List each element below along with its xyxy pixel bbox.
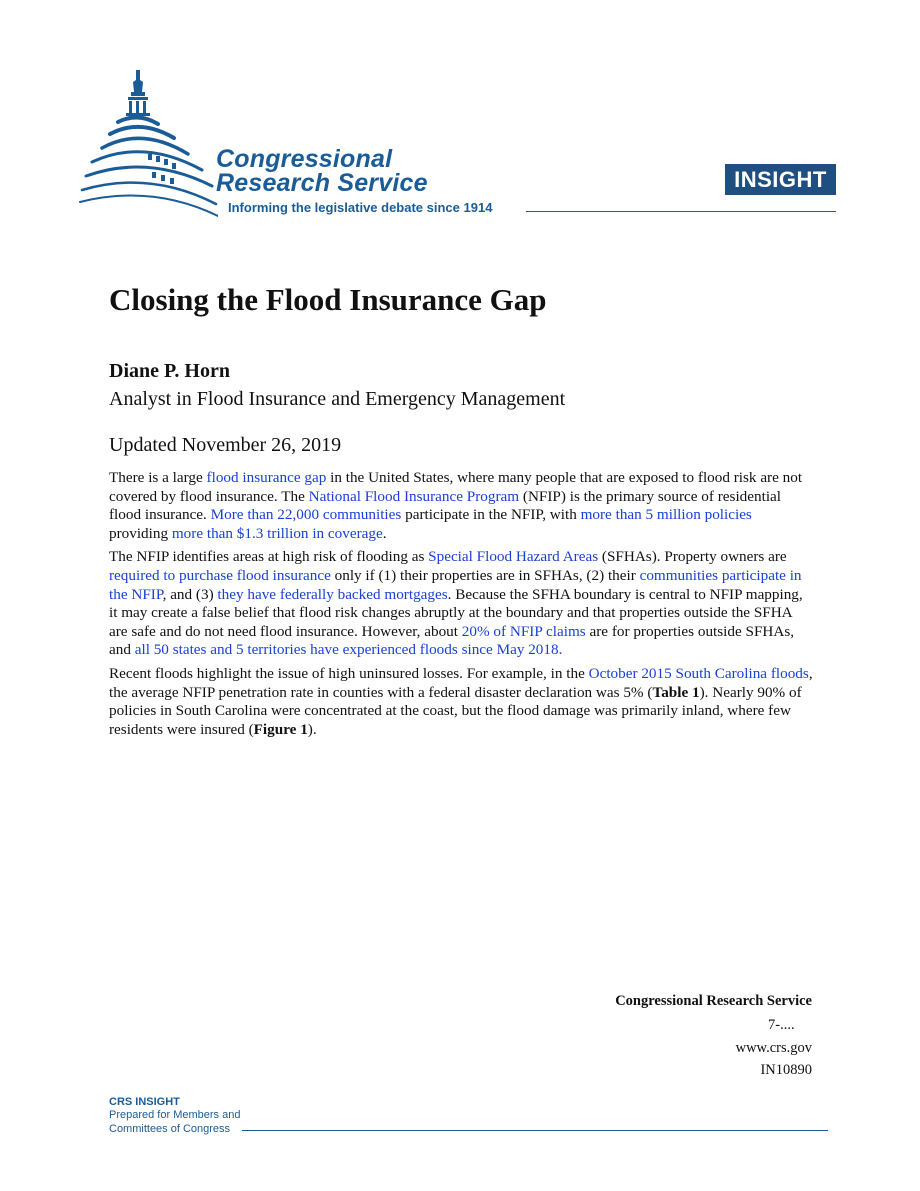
paragraph [109,548,814,660]
header-divider [526,211,836,212]
text-run: providing [109,524,172,542]
author-name: Diane P. Horn [109,360,230,382]
bold-reference: Figure 1 [253,720,308,738]
text-run: . Because the SFHA boundary is central to NFIP mapping, it may create a false belief that flood risk changes abruptly at the boundary and that properties outside the SFHA are safe and do not need flood insurance. However, about [109,585,803,640]
inline-link[interactable]: all 50 states and 5 territories have experienced floods since May 2018. [134,641,563,659]
inline-link[interactable]: October 2015 South Carolina floods [588,664,809,682]
author-role: Analyst in Flood Insurance and Emergency Management [109,388,566,410]
text-run: (SFHAs). Property owners are [598,548,787,566]
text-run: The NFIP identifies areas at high risk of flooding as [109,548,429,566]
inline-link[interactable]: 20% of NFIP claims [461,622,586,640]
inline-link[interactable]: Special Flood Hazard Areas [428,548,599,566]
inline-link[interactable]: flood insurance gap [206,469,327,486]
text-run: ). Nearly 90% of policies in South Carolina were concentrated at the coast, but the flood damage was primarily inland, where few residents were insured ( [109,683,802,738]
text-run: participate in the NFIP, with [401,506,581,524]
product-title: CRS INSIGHT [109,1096,180,1108]
logo-tagline: Informing the legislative debate since 1914 [228,200,493,215]
insight-badge: INSIGHT [725,164,836,195]
prepared-line2: Committees of Congress [109,1123,231,1135]
footer-website-link[interactable]: www.crs.gov [735,1040,812,1056]
inline-link[interactable]: National Flood Insurance Program [308,487,520,505]
text-run: (NFIP) is the primary source of residential flood insurance. [109,487,782,524]
text-run: . [382,524,387,542]
text-run: Recent floods highlight the issue of high uninsured losses. For example, in the [109,664,589,682]
footer-code: 7-.... [768,1017,795,1033]
text-run: only if (1) their properties are in SFHAs, (2) their [330,566,640,584]
inline-link[interactable]: more than 5 million policies [580,506,752,524]
paragraph [109,665,814,739]
footer-org: Congressional Research Service [615,993,812,1009]
text-run: , and (3) [162,585,218,603]
page-title: Closing the Flood Insurance Gap [109,282,547,317]
logo-org-line1: Congressional [216,145,393,173]
footer-divider [242,1130,828,1131]
text-run: are for properties outside SFHAs, and [109,622,795,659]
body-text [109,469,814,744]
inline-link[interactable]: required to purchase flood insurance [109,566,331,584]
bold-reference: Table 1 [652,683,700,701]
footer-doc-id: IN10890 [760,1062,812,1078]
text-run: , the average NFIP penetration rate in counties with a federal disaster declaration was 5% ( [109,664,813,701]
logo-org-line2: Research Service [216,169,428,197]
text-run: There is a large [109,469,207,486]
inline-link[interactable]: more than $1.3 trillion in coverage [171,524,383,542]
inline-link[interactable]: communities participate in the NFIP [109,566,802,603]
text-run: in the United States, where many people that are exposed to flood risk are not covered by flood insurance. The [109,469,803,505]
updated-date: Updated November 26, 2019 [109,434,342,456]
prepared-line1: Prepared for Members and [109,1109,241,1121]
inline-link[interactable]: More than 22,000 communities [210,506,402,524]
text-run: ). [307,720,317,738]
crs-logo [78,64,538,224]
paragraph [109,469,814,543]
capitol-dome-icon [78,64,218,224]
inline-link[interactable]: they have federally backed mortgages [217,585,448,603]
